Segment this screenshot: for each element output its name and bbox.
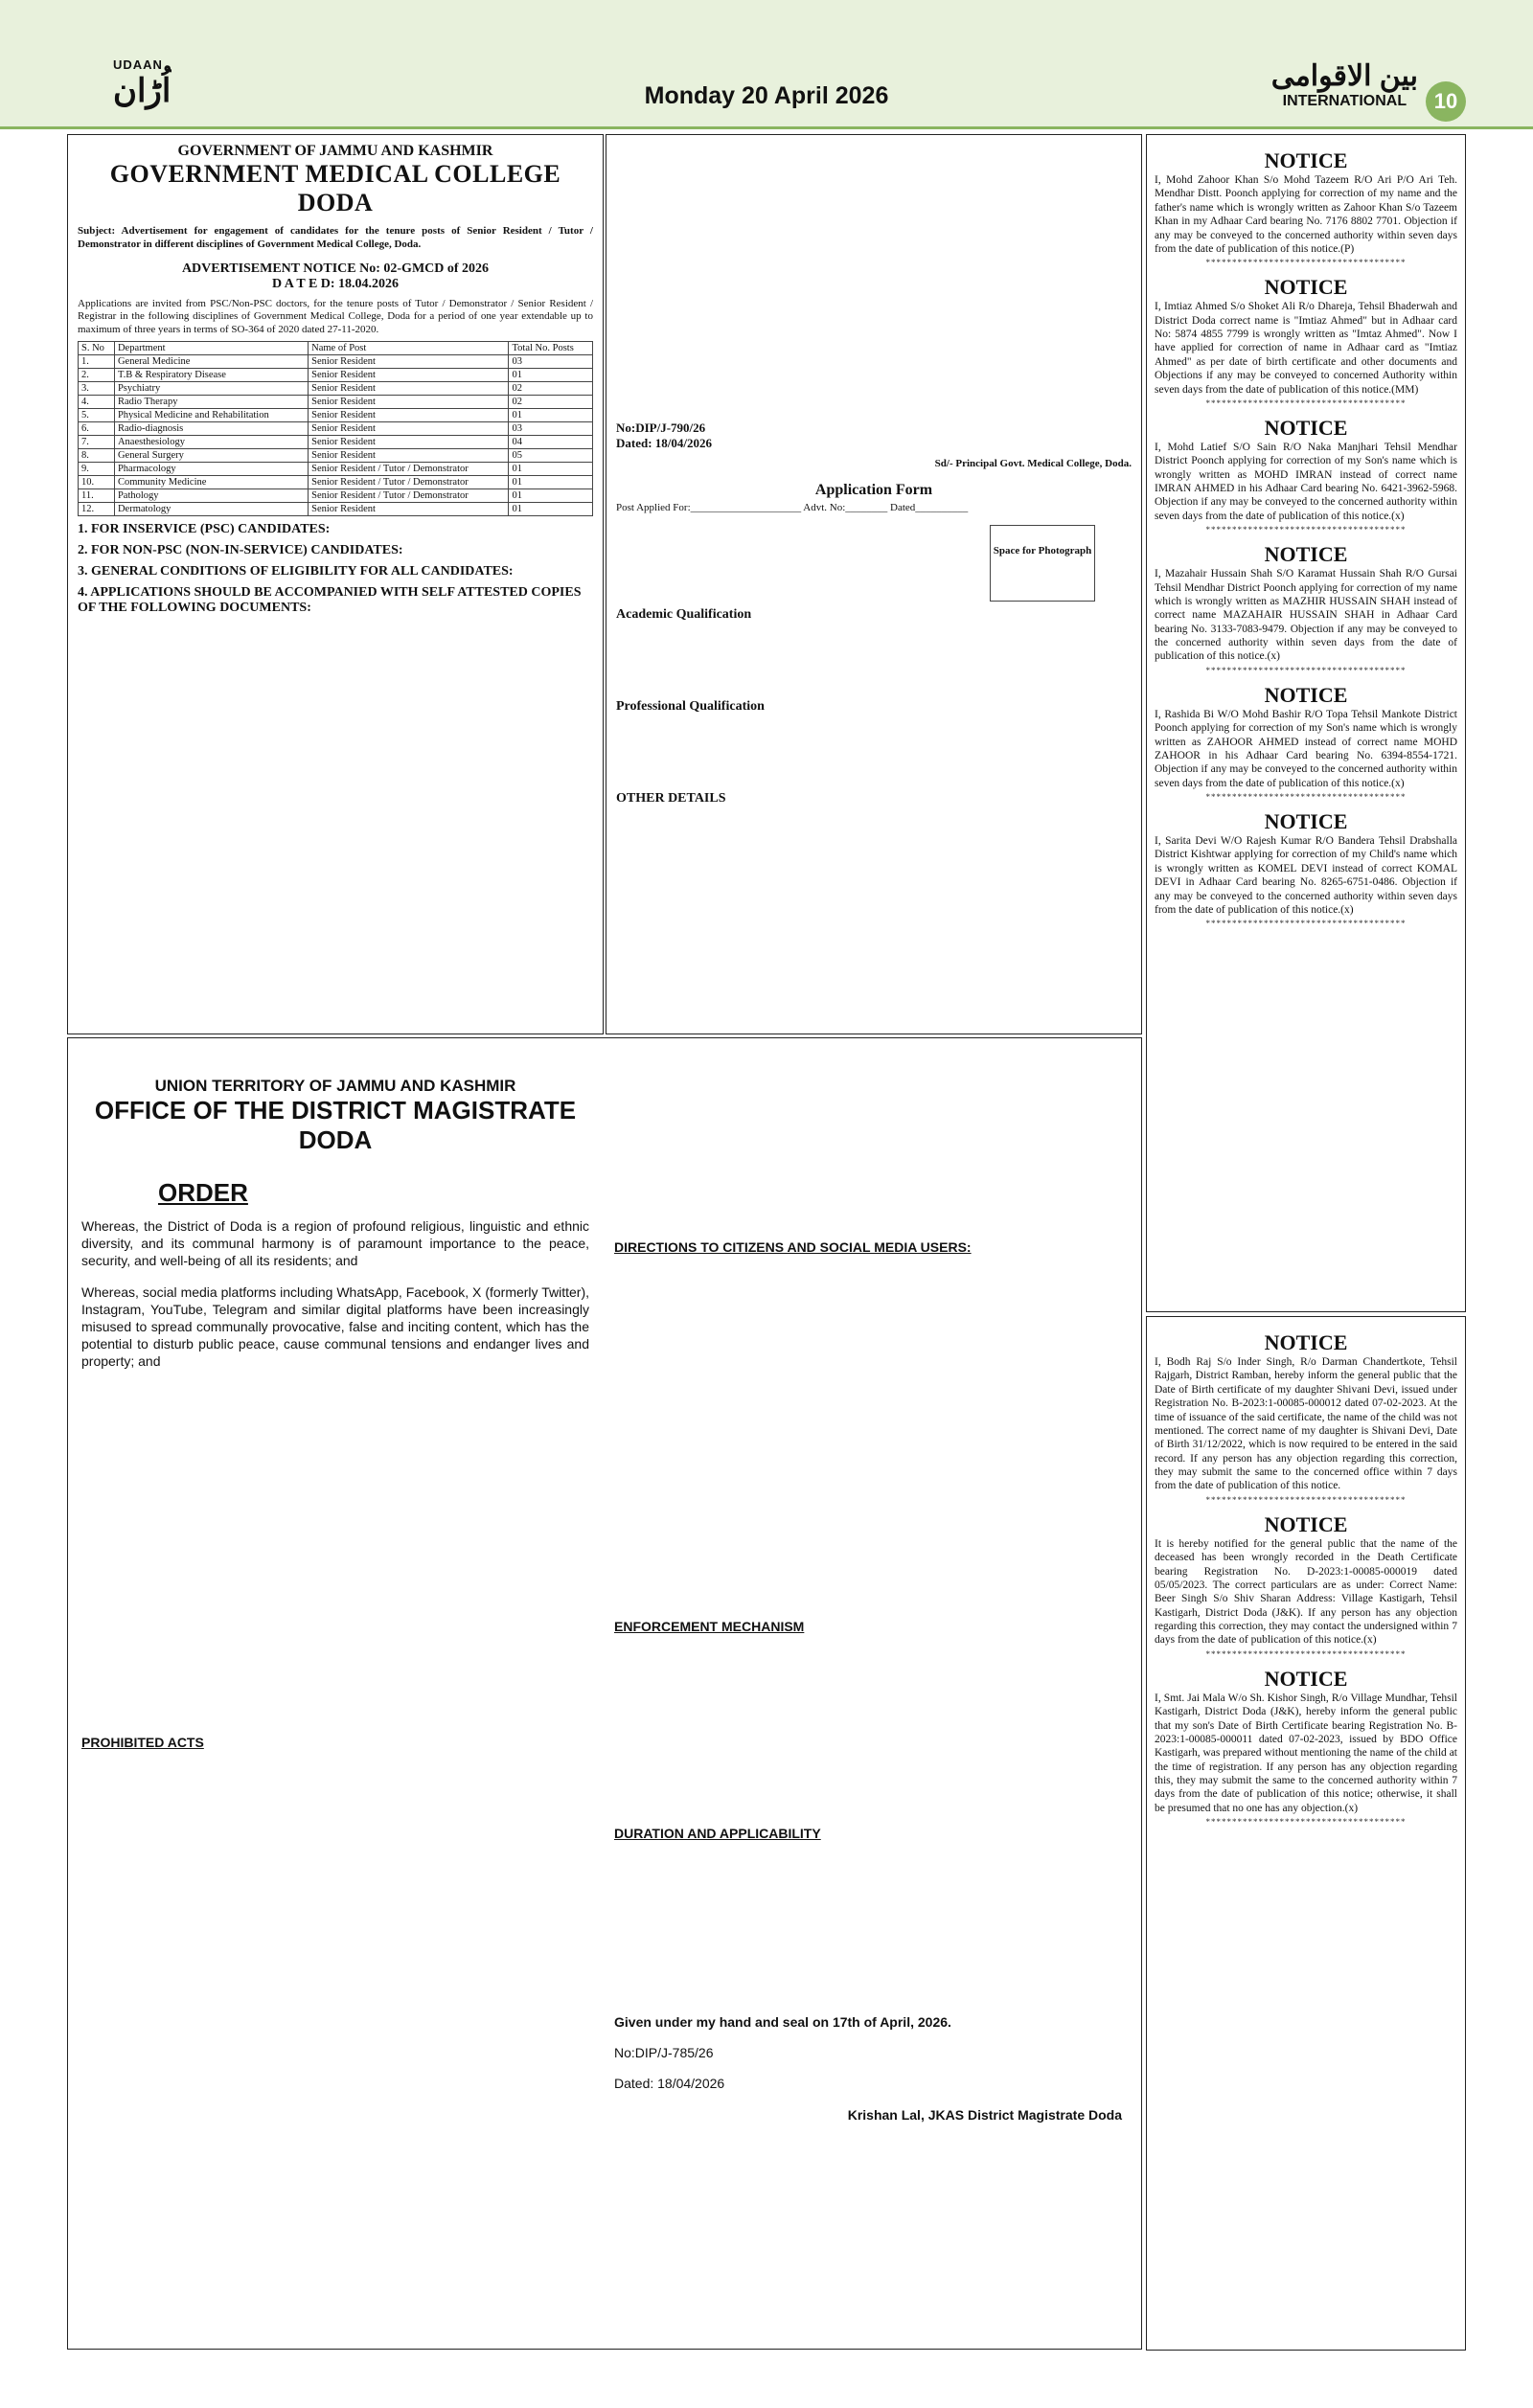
- col-sno: S. No: [79, 341, 115, 354]
- table-row: [79, 421, 593, 435]
- table-cell: Pathology: [114, 488, 308, 502]
- notice-title: NOTICE: [1264, 275, 1348, 300]
- table-row: [79, 502, 593, 515]
- notice-text: I, Smt. Jai Mala W/o Sh. Kishor Singh, R/o Village Mundhar, Tehsil Kastigarh, District Doda (J&K), hereby inform the general public that my son's Date of Birth Certificate bearing Registration No. B-2023:1-00085-000011 dated 07-02-2023, issued by BDO Office Kastigarh, was prepared without mentioning the name of the child at the time of registration. If any person has any objection regarding this, they may submit the same to the concerned authority within 7 days from the date of publication of this notice; otherwise, it shall be presumed that no one has any objection.(x): [1155, 1692, 1457, 1814]
- intro-paragraph: Applications are invited from PSC/Non-PSC doctors, for the tenure posts of Tutor / Demonstrator / Senior Resident / Registrar in the following disciplines of Government Medical College, Doda for a period of one year extendable up to maximum of three years in terms of SO-364 of 2020 dated 27-11-2020.: [78, 297, 593, 335]
- notice-divider: **************************************: [1205, 792, 1407, 802]
- order-col-right: [614, 1048, 1122, 2137]
- notice-text: I, Sarita Devi W/O Rajesh Kumar R/O Bandera Tehsil Drabshalla District Kishtwar applying for correction of my Child's name which is wrongly written as KOMEL DEVI instead of correct KOMAL DEVI in Adhaar Card bearing No. 8265-6751-0486. Objection if any may be conveyed to the concerned authority within seven days from the date of publication of this notice.(x): [1155, 835, 1457, 916]
- table-cell: 01: [509, 488, 593, 502]
- table-row: [79, 408, 593, 421]
- enforcement-heading: ENFORCEMENT MECHANISM: [614, 1619, 805, 1634]
- gmc-advertisement-left: [67, 134, 604, 1034]
- notices-column-2: [1146, 1316, 1466, 2351]
- given-line: Given under my hand and seal on 17th of April, 2026.: [614, 2014, 951, 2030]
- table-cell: 10.: [79, 475, 115, 488]
- notice-divider: **************************************: [1205, 398, 1407, 408]
- table-cell: 02: [509, 381, 593, 395]
- notice-divider: **************************************: [1205, 525, 1407, 535]
- table-cell: 2.: [79, 368, 115, 381]
- table-cell: 8.: [79, 448, 115, 462]
- order-ref: No:DIP/J-785/26: [614, 2045, 714, 2061]
- table-cell: 9.: [79, 462, 115, 475]
- table-cell: 01: [509, 408, 593, 421]
- notice-title: NOTICE: [1264, 1511, 1348, 1536]
- table-cell: 02: [509, 395, 593, 408]
- notice-text: It is hereby notified for the general public that the name of the deceased has been wrongly recorded in the Death Certificate bearing Registration No. D-2023:1-00085-000019 dated 05/05/2023. The correct particulars are as under: Correct Name: Beer Singh S/o Shiv Sharan Address: Village Kastigarh, Tehsil Kastigarh, District Doda (J&K). If any person has any objection regarding this correction, they may contact the undersigned within 7 days from the date of publication of this notice.(x): [1155, 1537, 1457, 1647]
- table-cell: 03: [509, 421, 593, 435]
- table-row: [79, 462, 593, 475]
- documents-heading: 4. APPLICATIONS SHOULD BE ACCOMPANIED WITH SELF ATTESTED COPIES OF THE FOLLOWING DOCUMENTS:: [78, 584, 582, 615]
- notice-title: NOTICE: [1264, 542, 1348, 567]
- directions-heading: DIRECTIONS TO CITIZENS AND SOCIAL MEDIA USERS:: [614, 1239, 972, 1255]
- table-cell: 1.: [79, 354, 115, 368]
- table-cell: Senior Resident / Tutor / Demonstrator: [309, 462, 509, 475]
- page-number: 10: [1426, 81, 1466, 122]
- dm-office-heading: OFFICE OF THE DISTRICT MAGISTRATE DODA: [94, 1096, 577, 1154]
- ut-heading: UNION TERRITORY OF JAMMU AND KASHMIR: [154, 1077, 516, 1095]
- table-cell: 01: [509, 368, 593, 381]
- order-col-left: [81, 1048, 589, 1754]
- notice-text: I, Imtiaz Ahmed S/o Shoket Ali R/o Dhareja, Tehsil Bhaderwah and District Doda correct name is "Imtiaz Ahmed" but in Adhaar card No: 5874 4855 7799 is wrongly written as "Imtaz Ahmed". Now I have applied for correction of name in Adhaar card as "Imtiaz Ahmed" as per date of birth certificate and other documents and Objections if any may be conveyed to concerned Authority within seven days from the date of publication of this notice.(MM): [1155, 301, 1457, 396]
- notice-divider: **************************************: [1205, 1494, 1407, 1505]
- notice-divider: **************************************: [1205, 1648, 1407, 1659]
- table-row: [79, 435, 593, 448]
- posts-table: [78, 341, 593, 516]
- table-cell: T.B & Respiratory Disease: [114, 368, 308, 381]
- table-cell: Senior Resident: [309, 395, 509, 408]
- issue-date: Monday 20 April 2026: [644, 82, 889, 109]
- nonpsc-heading: 2. FOR NON-PSC (NON-IN-SERVICE) CANDIDATES:: [78, 542, 403, 557]
- table-row: [79, 354, 593, 368]
- col-department: Department: [114, 341, 308, 354]
- table-cell: Senior Resident: [309, 368, 509, 381]
- dm-signature: Krishan Lal, JKAS District Magistrate Doda: [847, 2106, 1122, 2123]
- table-cell: 3.: [79, 381, 115, 395]
- table-cell: General Surgery: [114, 448, 308, 462]
- table-cell: 7.: [79, 435, 115, 448]
- table-row: [79, 448, 593, 462]
- psc-heading: 1. FOR INSERVICE (PSC) CANDIDATES:: [78, 521, 331, 536]
- notices-column: [1146, 134, 1466, 1312]
- table-cell: Senior Resident: [309, 408, 509, 421]
- gmc-heading: GOVERNMENT MEDICAL COLLEGE DODA: [109, 160, 561, 216]
- table-row: [79, 368, 593, 381]
- notice-date: D A T E D: 18.04.2026: [271, 276, 400, 291]
- masthead: [0, 0, 1533, 129]
- table-cell: Physical Medicine and Rehabilitation: [114, 408, 308, 421]
- table-cell: Senior Resident: [309, 502, 509, 515]
- notice-divider: **************************************: [1205, 665, 1407, 675]
- logo-right-sub: INTERNATIONAL: [1282, 93, 1407, 109]
- table-cell: 03: [509, 354, 593, 368]
- notice-text: I, Mazahair Hussain Shah S/O Karamat Hussain Shah R/O Gursai Tehsil Mendhar District Poonch applying for correction of my name which is wrongly written as MAZHIR HUSSAIN SHAH instead of correct name MAZAHAIR HUSSAIN SHAH in Adhaar Card bearing No. 3133-7083-9479. Objection if any may be conveyed to the concerned authority within seven days from the date of publication of this notice.(x): [1155, 568, 1457, 663]
- gmc-ref-date: Dated: 18/04/2026: [616, 436, 713, 451]
- table-row: [79, 475, 593, 488]
- table-cell: Senior Resident: [309, 354, 509, 368]
- international-logo: [1271, 59, 1418, 110]
- table-cell: Radio-diagnosis: [114, 421, 308, 435]
- gmc-application-form: [606, 134, 1142, 1034]
- order-title: ORDER: [158, 1178, 248, 1207]
- order-date: Dated: 18/04/2026: [614, 2076, 725, 2092]
- principal-sign: Sd/- Principal Govt. Medical College, Doda.: [934, 457, 1132, 469]
- table-cell: 01: [509, 462, 593, 475]
- prohibited-heading: PROHIBITED ACTS: [81, 1734, 204, 1750]
- dm-order: [67, 1037, 1142, 2350]
- academic-heading: Academic Qualification: [616, 607, 752, 622]
- other-heading: OTHER DETAILS: [616, 791, 726, 806]
- duration-heading: DURATION AND APPLICABILITY: [614, 1826, 821, 1841]
- order-whereas-2: Whereas, social media platforms including WhatsApp, Facebook, X (formerly Twitter), Instagram, YouTube, Telegram and similar digital platforms have been increasingly misused to spread communally provocative, false and inciting content, which has the potential to disturb public peace, cause communal tensions and endanger lives and property; and: [81, 1284, 589, 1370]
- notice-title: NOTICE: [1264, 809, 1348, 833]
- table-cell: Dermatology: [114, 502, 308, 515]
- notice-text: I, Rashida Bi W/O Mohd Bashir R/O Topa Tehsil Mankote District Poonch applying for correction of my Son's name which is wrongly written as ZAHOOR AHMED instead of correct name MOHD ZAHOOR in his Adhaar Card bearing No. 6394-8554-1721. Objection if any may be conveyed to the concerned authority within seven days from the date of publication of this notice.(x): [1155, 708, 1457, 789]
- table-cell: Radio Therapy: [114, 395, 308, 408]
- logo-left-sub: UDAAN: [113, 57, 163, 72]
- post-applied-line: Post Applied For:_____________________ Advt. No:________ Dated__________: [616, 502, 969, 514]
- table-cell: 5.: [79, 408, 115, 421]
- logo-left-text: اُڑان: [113, 73, 172, 109]
- photo-box: Space for Photograph: [990, 525, 1095, 602]
- notice-title: NOTICE: [1264, 1666, 1348, 1691]
- table-cell: Community Medicine: [114, 475, 308, 488]
- gmc-ref: No:DIP/J-790/26: [616, 420, 706, 435]
- notice-title: NOTICE: [1264, 415, 1348, 440]
- notice-title: NOTICE: [1264, 682, 1348, 707]
- table-cell: Senior Resident: [309, 381, 509, 395]
- order-whereas-1: Whereas, the District of Doda is a region of profound religious, linguistic and ethnic diversity, and its communal harmony is of paramount importance to the peace, security, and well-being of all its residents; and: [81, 1218, 589, 1269]
- table-row: [79, 395, 593, 408]
- table-cell: 04: [509, 435, 593, 448]
- notice-title: NOTICE: [1264, 1330, 1348, 1354]
- table-cell: Psychiatry: [114, 381, 308, 395]
- table-row: [79, 381, 593, 395]
- notice-number: ADVERTISEMENT NOTICE No: 02-GMCD of 2026: [181, 261, 490, 276]
- table-cell: 12.: [79, 502, 115, 515]
- table-cell: Senior Resident / Tutor / Demonstrator: [309, 488, 509, 502]
- conditions-heading: 3. GENERAL CONDITIONS OF ELIGIBILITY FOR ALL CANDIDATES:: [78, 563, 514, 579]
- form-title: Application Form: [814, 482, 933, 499]
- table-cell: Senior Resident: [309, 421, 509, 435]
- notice-divider: **************************************: [1205, 919, 1407, 929]
- table-cell: Senior Resident: [309, 435, 509, 448]
- notice-title: NOTICE: [1264, 148, 1348, 172]
- col-post: Name of Post: [309, 341, 509, 354]
- col-total: Total No. Posts: [509, 341, 593, 354]
- notice-divider: **************************************: [1205, 1817, 1407, 1828]
- table-cell: Senior Resident / Tutor / Demonstrator: [309, 475, 509, 488]
- table-cell: Pharmacology: [114, 462, 308, 475]
- table-cell: 01: [509, 475, 593, 488]
- notice-divider: **************************************: [1205, 258, 1407, 268]
- table-cell: 11.: [79, 488, 115, 502]
- professional-heading: Professional Qualification: [616, 699, 765, 714]
- notice-text: I, Bodh Raj S/o Inder Singh, R/o Darman Chandertkote, Tehsil Rajgarh, District Ramban, hereby inform the general public that the Date of Birth certificate of my daughter Shivani Devi, issued under Registration No. B-2023:1-00085-000012 dated 07-02-2023. At the time of issuance of the said certificate, the name of the child was not mentioned. The correct name of my daughter is Shivani Devi, Date of Birth 31/12/2022, which is now required to be entered in the said record. If any person has any objection regarding this correction, they may submit the same to the concerned office within 7 days from the date of publication of this notice.: [1155, 1356, 1457, 1492]
- table-cell: 01: [509, 502, 593, 515]
- table-row: [79, 488, 593, 502]
- table-cell: 4.: [79, 395, 115, 408]
- table-cell: Anaesthesiology: [114, 435, 308, 448]
- table-cell: Senior Resident: [309, 448, 509, 462]
- logo-right-text: بین الاقوامی: [1270, 60, 1418, 92]
- subject-line: Subject: Advertisement for engagement of candidates for the tenure posts of Senior Resident / Tutor / Demonstrator in different disciplines of Government Medical College, Doda.: [78, 225, 593, 250]
- notice-text: I, Mohd Zahoor Khan S/o Mohd Tazeem R/O Ari P/O Ari Teh. Mendhar Distt. Poonch applying for correction of my name and the father's name which is wrongly written as Zahoor Khan S/o Tazeem Khan in my Adhaar Card bearing No. 7176 8802 7701. Objection if any may be conveyed to the concerned authority within seven days from the date of publication of this notice.(P): [1155, 174, 1457, 255]
- table-cell: General Medicine: [114, 354, 308, 368]
- table-cell: 6.: [79, 421, 115, 435]
- table-cell: 05: [509, 448, 593, 462]
- notice-text: I, Mohd Latief S/O Sain R/O Naka Manjhari Tehsil Mendhar District Poonch applying for correction of my Son's name which is wrongly written as MOHD IMRAN instead of correct name IMRAN AHMED in his Adhaar Card bearing No. 6421-3962-5968. Objection if any may be conveyed to the concerned authority within seven days from the date of publication of this notice.(x): [1155, 441, 1457, 522]
- gov-jk-heading: GOVERNMENT OF JAMMU AND KASHMIR: [177, 143, 493, 159]
